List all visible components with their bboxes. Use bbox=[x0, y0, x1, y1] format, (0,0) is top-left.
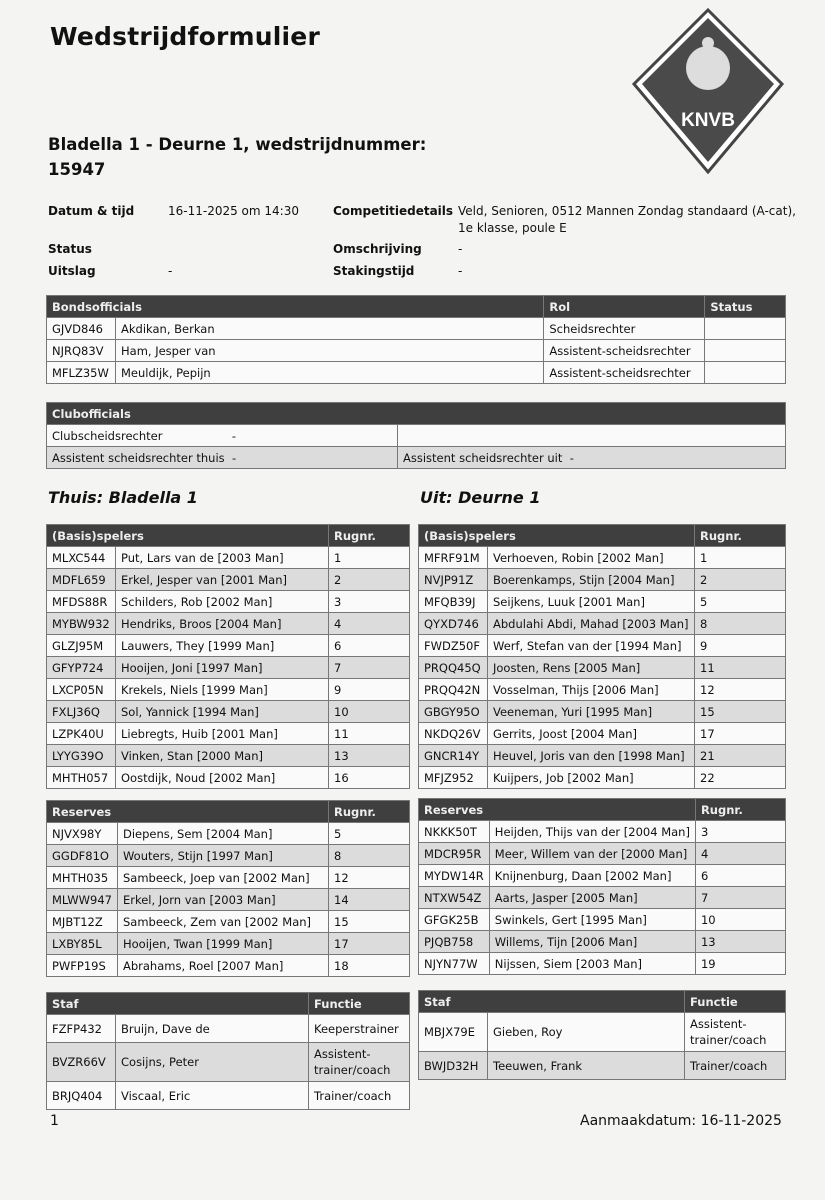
competitie-value-1: Veld, Senioren, 0512 Mannen Zondag standaard (A-cat), bbox=[458, 204, 796, 218]
player-row bbox=[419, 723, 786, 745]
official-status bbox=[705, 340, 786, 362]
rugnummer: 10 bbox=[329, 701, 410, 723]
home-team-label: Thuis: Bladella 1 bbox=[48, 488, 198, 507]
page-title: Wedstrijdformulier bbox=[50, 22, 320, 51]
rugnr-header: Rugnr. bbox=[695, 799, 785, 821]
clubscheids-value: - bbox=[231, 428, 237, 443]
person-code: GFGK25B bbox=[419, 909, 490, 931]
person-name: Werf, Stefan van der [1994 Man] bbox=[488, 635, 695, 657]
staf-header: Staf bbox=[47, 993, 309, 1015]
person-name: Willems, Tijn [2006 Man] bbox=[489, 931, 695, 953]
rugnummer: 12 bbox=[329, 867, 410, 889]
player-row bbox=[47, 701, 410, 723]
person-name: Put, Lars van de [2003 Man] bbox=[116, 547, 329, 569]
person-name: Wouters, Stijn [1997 Man] bbox=[117, 845, 328, 867]
person-name: Erkel, Jorn van [2003 Man] bbox=[117, 889, 328, 911]
official-name: Akdikan, Berkan bbox=[116, 318, 544, 340]
player-row bbox=[419, 821, 786, 843]
player-row bbox=[419, 547, 786, 569]
omschrijving-value: - bbox=[458, 242, 463, 256]
person-name: Sol, Yannick [1994 Man] bbox=[116, 701, 329, 723]
rugnummer: 17 bbox=[695, 723, 786, 745]
person-code: MFJZ952 bbox=[419, 767, 488, 789]
ass-uit-label: Assistent scheidsrechter uit bbox=[403, 450, 563, 465]
datum-value: 16-11-2025 om 14:30 bbox=[168, 204, 299, 218]
competitie-label: Competitiedetails bbox=[333, 204, 454, 218]
omschrijving-label: Omschrijving bbox=[333, 242, 422, 256]
clubscheids-cell bbox=[47, 425, 398, 447]
official-code: MFLZ35W bbox=[47, 362, 116, 384]
person-code: BRJQ404 bbox=[47, 1082, 116, 1110]
player-row bbox=[419, 657, 786, 679]
person-name: Liebregts, Huib [2001 Man] bbox=[116, 723, 329, 745]
person-name: Gerrits, Joost [2004 Man] bbox=[488, 723, 695, 745]
person-name: Swinkels, Gert [1995 Man] bbox=[489, 909, 695, 931]
reserves-header: Reserves bbox=[47, 801, 329, 823]
rugnummer: 10 bbox=[695, 909, 785, 931]
official-name: Ham, Jesper van bbox=[116, 340, 544, 362]
rugnummer: 4 bbox=[695, 843, 785, 865]
person-code: FWDZ50F bbox=[419, 635, 488, 657]
rugnummer: 15 bbox=[695, 701, 786, 723]
player-row bbox=[419, 745, 786, 767]
page-number: 1 bbox=[50, 1113, 59, 1129]
player-row bbox=[47, 955, 410, 977]
rugnummer: 2 bbox=[695, 569, 786, 591]
rugnummer: 9 bbox=[329, 679, 410, 701]
person-code: MJBT12Z bbox=[47, 911, 118, 933]
functie-header: Functie bbox=[685, 991, 786, 1013]
player-row bbox=[47, 591, 410, 613]
player-row bbox=[419, 591, 786, 613]
player-row bbox=[419, 909, 786, 931]
rugnummer: 6 bbox=[695, 865, 785, 887]
player-row bbox=[419, 613, 786, 635]
functie: Trainer/coach bbox=[685, 1052, 786, 1080]
player-row bbox=[47, 1043, 410, 1082]
functie: Trainer/coach bbox=[309, 1082, 410, 1110]
rugnummer: 1 bbox=[329, 547, 410, 569]
person-name: Hooijen, Twan [1999 Man] bbox=[117, 933, 328, 955]
person-name: Erkel, Jesper van [2001 Man] bbox=[116, 569, 329, 591]
person-code: MLXC544 bbox=[47, 547, 116, 569]
match-line-1: Bladella 1 - Deurne 1, wedstrijdnummer: bbox=[48, 135, 427, 154]
person-code: NKDQ26V bbox=[419, 723, 488, 745]
person-name: Hooijen, Joni [1997 Man] bbox=[116, 657, 329, 679]
person-name: Vinken, Stan [2000 Man] bbox=[116, 745, 329, 767]
person-name: Joosten, Rens [2005 Man] bbox=[488, 657, 695, 679]
person-name: Krekels, Niels [1999 Man] bbox=[116, 679, 329, 701]
rugnummer: 2 bbox=[329, 569, 410, 591]
person-name: Veeneman, Yuri [1995 Man] bbox=[488, 701, 695, 723]
player-row bbox=[419, 843, 786, 865]
rugnummer: 5 bbox=[329, 823, 410, 845]
player-row bbox=[47, 823, 410, 845]
rugnummer: 11 bbox=[695, 657, 786, 679]
clubscheids-label: Clubscheidsrechter bbox=[52, 428, 163, 443]
player-row bbox=[419, 953, 786, 975]
aanmaakdatum: Aanmaakdatum: 16-11-2025 bbox=[580, 1113, 782, 1129]
away-reserves-table bbox=[418, 798, 786, 975]
person-name: Schilders, Rob [2002 Man] bbox=[116, 591, 329, 613]
person-code: MYBW932 bbox=[47, 613, 116, 635]
player-row bbox=[47, 1082, 410, 1110]
person-code: GBGY95O bbox=[419, 701, 488, 723]
official-name: Meuldijk, Pepijn bbox=[116, 362, 544, 384]
match-number: 15947 bbox=[48, 160, 106, 179]
player-row bbox=[419, 767, 786, 789]
person-code: LXCP05N bbox=[47, 679, 116, 701]
rugnummer: 4 bbox=[329, 613, 410, 635]
person-code: FZFP432 bbox=[47, 1015, 116, 1043]
person-code: NJVX98Y bbox=[47, 823, 118, 845]
rugnummer: 14 bbox=[329, 889, 410, 911]
bondsofficials-table bbox=[46, 295, 786, 384]
rugnummer: 8 bbox=[695, 613, 786, 635]
person-name: Heuvel, Joris van den [1998 Man] bbox=[488, 745, 695, 767]
rugnummer: 15 bbox=[329, 911, 410, 933]
player-row bbox=[47, 657, 410, 679]
person-code: PJQB758 bbox=[419, 931, 490, 953]
person-name: Knijnenburg, Daan [2002 Man] bbox=[489, 865, 695, 887]
person-name: Gieben, Roy bbox=[488, 1013, 685, 1052]
official-row bbox=[47, 318, 786, 340]
away-staf-table bbox=[418, 990, 786, 1080]
rugnr-header: Rugnr. bbox=[329, 525, 410, 547]
person-code: MFDS88R bbox=[47, 591, 116, 613]
clubofficials-table bbox=[46, 402, 786, 469]
person-name: Aarts, Jasper [2005 Man] bbox=[489, 887, 695, 909]
player-row bbox=[47, 547, 410, 569]
competitie-value-2: 1e klasse, poule E bbox=[458, 221, 567, 235]
home-staf-table bbox=[46, 992, 410, 1110]
player-row bbox=[419, 931, 786, 953]
player-row bbox=[47, 1015, 410, 1043]
person-code: GNCR14Y bbox=[419, 745, 488, 767]
rugnummer: 12 bbox=[695, 679, 786, 701]
rugnummer: 19 bbox=[695, 953, 785, 975]
player-row bbox=[47, 889, 410, 911]
person-code: LXBY85L bbox=[47, 933, 118, 955]
person-name: Teeuwen, Frank bbox=[488, 1052, 685, 1080]
logo-text: KNVB bbox=[681, 110, 735, 131]
staf-header: Staf bbox=[419, 991, 685, 1013]
official-row bbox=[47, 362, 786, 384]
player-row bbox=[47, 679, 410, 701]
person-code: PWFP19S bbox=[47, 955, 118, 977]
person-name: Lauwers, They [1999 Man] bbox=[116, 635, 329, 657]
person-code: MHTH035 bbox=[47, 867, 118, 889]
rugnummer: 3 bbox=[329, 591, 410, 613]
rugnummer: 7 bbox=[695, 887, 785, 909]
person-code: PRQQ45Q bbox=[419, 657, 488, 679]
person-name: Verhoeven, Robin [2002 Man] bbox=[488, 547, 695, 569]
functie: Assistent-trainer/coach bbox=[685, 1013, 786, 1052]
person-name: Oostdijk, Noud [2002 Man] bbox=[116, 767, 329, 789]
person-name: Viscaal, Eric bbox=[116, 1082, 309, 1110]
rugnummer: 8 bbox=[329, 845, 410, 867]
person-name: Abrahams, Roel [2007 Man] bbox=[117, 955, 328, 977]
rugnummer: 13 bbox=[695, 931, 785, 953]
uitslag-label: Uitslag bbox=[48, 264, 96, 278]
datum-label: Datum & tijd bbox=[48, 204, 135, 218]
person-name: Seijkens, Luuk [2001 Man] bbox=[488, 591, 695, 613]
person-name: Nijssen, Siem [2003 Man] bbox=[489, 953, 695, 975]
player-row bbox=[47, 613, 410, 635]
rugnummer: 13 bbox=[329, 745, 410, 767]
rugnummer: 6 bbox=[329, 635, 410, 657]
player-row bbox=[419, 635, 786, 657]
ass-thuis-value: - bbox=[231, 450, 237, 465]
status-header: Status bbox=[705, 296, 786, 318]
official-code: GJVD846 bbox=[47, 318, 116, 340]
functie: Keeperstrainer bbox=[309, 1015, 410, 1043]
away-team-label: Uit: Deurne 1 bbox=[420, 488, 541, 507]
person-code: NJYN77W bbox=[419, 953, 490, 975]
home-reserves-table bbox=[46, 800, 410, 977]
player-row bbox=[47, 745, 410, 767]
player-row bbox=[419, 1013, 786, 1052]
person-code: NVJP91Z bbox=[419, 569, 488, 591]
rugnr-header: Rugnr. bbox=[329, 801, 410, 823]
person-code: MBJX79E bbox=[419, 1013, 488, 1052]
official-row bbox=[47, 340, 786, 362]
rugnummer: 5 bbox=[695, 591, 786, 613]
player-row bbox=[47, 845, 410, 867]
basis-header: (Basis)spelers bbox=[419, 525, 695, 547]
player-row bbox=[47, 767, 410, 789]
staking-value: - bbox=[458, 264, 463, 278]
rugnummer: 17 bbox=[329, 933, 410, 955]
status-label: Status bbox=[48, 242, 92, 256]
person-code: BWJD32H bbox=[419, 1052, 488, 1080]
person-name: Cosijns, Peter bbox=[116, 1043, 309, 1082]
rugnr-header: Rugnr. bbox=[695, 525, 786, 547]
person-code: GFYP724 bbox=[47, 657, 116, 679]
person-code: QYXD746 bbox=[419, 613, 488, 635]
uitslag-value: - bbox=[168, 264, 173, 278]
player-row bbox=[47, 933, 410, 955]
match-title bbox=[48, 132, 426, 182]
person-code: MFRF91M bbox=[419, 547, 488, 569]
player-row bbox=[47, 569, 410, 591]
official-rol: Assistent-scheidsrechter bbox=[544, 362, 705, 384]
person-code: MDFL659 bbox=[47, 569, 116, 591]
clubofficials-header: Clubofficials bbox=[47, 403, 786, 425]
functie: Assistent-trainer/coach bbox=[309, 1043, 410, 1082]
player-row bbox=[47, 723, 410, 745]
rugnummer: 1 bbox=[695, 547, 786, 569]
player-row bbox=[419, 701, 786, 723]
player-row bbox=[419, 865, 786, 887]
rugnummer: 9 bbox=[695, 635, 786, 657]
player-row bbox=[419, 569, 786, 591]
person-name: Hendriks, Broos [2004 Man] bbox=[116, 613, 329, 635]
person-code: MLWW947 bbox=[47, 889, 118, 911]
player-row bbox=[419, 887, 786, 909]
ass-uit-value: - bbox=[569, 450, 574, 465]
person-code: MHTH057 bbox=[47, 767, 116, 789]
person-name: Sambeeck, Zem van [2002 Man] bbox=[117, 911, 328, 933]
player-row bbox=[47, 635, 410, 657]
reserves-header: Reserves bbox=[419, 799, 696, 821]
ass-thuis-cell bbox=[47, 447, 398, 469]
official-code: NJRQ83V bbox=[47, 340, 116, 362]
person-name: Diepens, Sem [2004 Man] bbox=[117, 823, 328, 845]
away-basis-table bbox=[418, 524, 786, 789]
rugnummer: 21 bbox=[695, 745, 786, 767]
person-code: GLZJ95M bbox=[47, 635, 116, 657]
knvb-logo bbox=[632, 8, 784, 174]
person-name: Vosselman, Thijs [2006 Man] bbox=[488, 679, 695, 701]
person-code: GGDF81O bbox=[47, 845, 118, 867]
rugnummer: 18 bbox=[329, 955, 410, 977]
player-row bbox=[47, 867, 410, 889]
person-code: BVZR66V bbox=[47, 1043, 116, 1082]
person-code: FXLJ36Q bbox=[47, 701, 116, 723]
rol-header: Rol bbox=[544, 296, 705, 318]
player-row bbox=[419, 679, 786, 701]
empty-cell bbox=[398, 425, 786, 447]
ass-thuis-label: Assistent scheidsrechter thuis bbox=[52, 450, 225, 465]
rugnummer: 16 bbox=[329, 767, 410, 789]
official-status bbox=[705, 318, 786, 340]
person-name: Kuijpers, Job [2002 Man] bbox=[488, 767, 695, 789]
person-name: Heijden, Thijs van der [2004 Man] bbox=[489, 821, 695, 843]
person-name: Sambeeck, Joep van [2002 Man] bbox=[117, 867, 328, 889]
person-code: PRQQ42N bbox=[419, 679, 488, 701]
functie-header: Functie bbox=[309, 993, 410, 1015]
person-name: Bruijn, Dave de bbox=[116, 1015, 309, 1043]
bondsofficials-header: Bondsofficials bbox=[47, 296, 544, 318]
official-rol: Scheidsrechter bbox=[544, 318, 705, 340]
rugnummer: 3 bbox=[695, 821, 785, 843]
rugnummer: 7 bbox=[329, 657, 410, 679]
rugnummer: 22 bbox=[695, 767, 786, 789]
person-code: NTXW54Z bbox=[419, 887, 490, 909]
player-row bbox=[47, 911, 410, 933]
home-basis-table bbox=[46, 524, 410, 789]
person-code: NKKK50T bbox=[419, 821, 490, 843]
person-name: Abdulahi Abdi, Mahad [2003 Man] bbox=[488, 613, 695, 635]
basis-header: (Basis)spelers bbox=[47, 525, 329, 547]
person-code: MDCR95R bbox=[419, 843, 490, 865]
official-status bbox=[705, 362, 786, 384]
player-row bbox=[419, 1052, 786, 1080]
person-code: LYYG39O bbox=[47, 745, 116, 767]
person-code: MYDW14R bbox=[419, 865, 490, 887]
rugnummer: 11 bbox=[329, 723, 410, 745]
ass-uit-cell bbox=[398, 447, 786, 469]
person-name: Meer, Willem van der [2000 Man] bbox=[489, 843, 695, 865]
person-name: Boerenkamps, Stijn [2004 Man] bbox=[488, 569, 695, 591]
official-rol: Assistent-scheidsrechter bbox=[544, 340, 705, 362]
person-code: LZPK40U bbox=[47, 723, 116, 745]
person-code: MFQB39J bbox=[419, 591, 488, 613]
staking-label: Stakingstijd bbox=[333, 264, 415, 278]
